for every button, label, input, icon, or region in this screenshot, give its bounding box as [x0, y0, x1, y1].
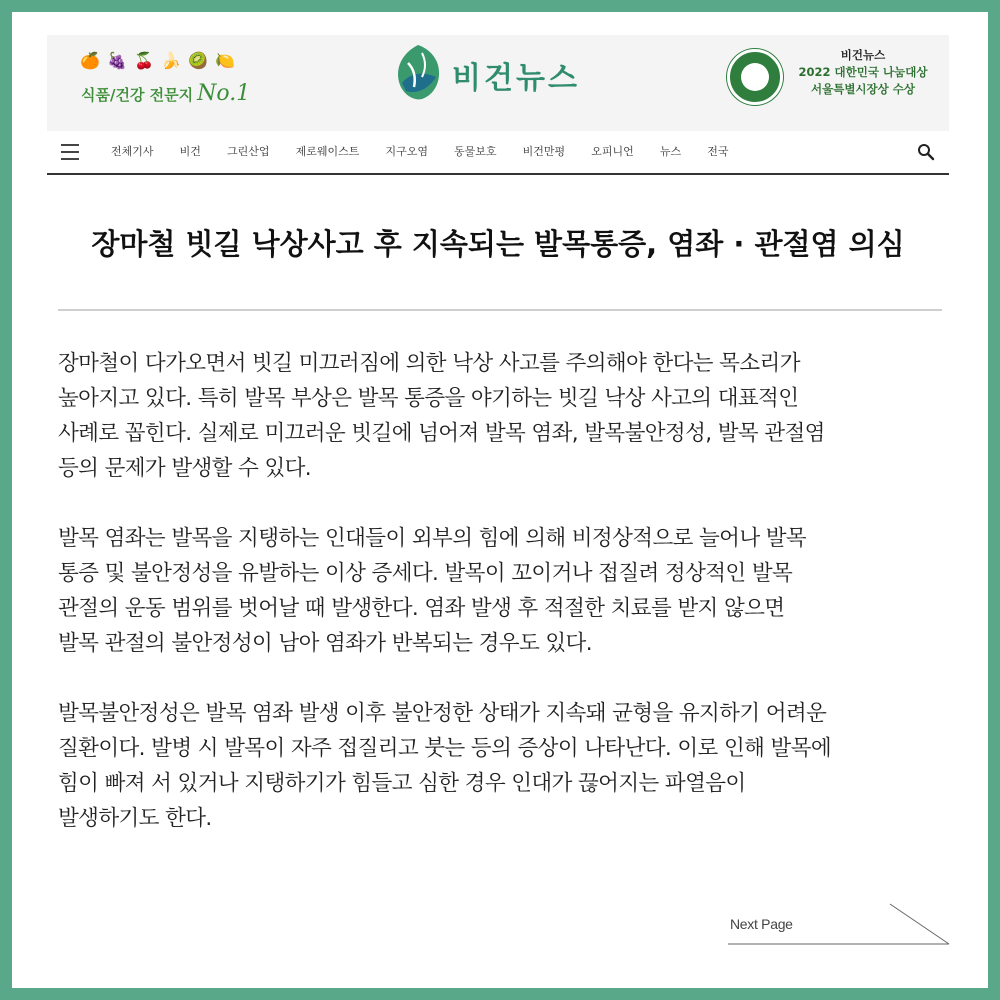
fruit-icons: [80, 51, 236, 70]
text-line: 힘이 빠져 서 있거나 지탱하기가 힘들고 심한 경우 인대가 끊어지는 파열음이: [58, 771, 746, 796]
promo-rank: No.1: [197, 81, 251, 106]
text-line: 발목 관절의 불안정성이 남아 염좌가 반복되는 경우도 있다.: [58, 631, 592, 656]
text-line: 높아지고 있다. 특히 발목 부상은 발목 통증을 야기하는 빗길 낙상 사고의 대표적인: [58, 386, 799, 411]
article-body: [58, 346, 958, 871]
text-line: 통증 및 불안정성을 유발하는 이상 증세다. 발목이 꼬이거나 접질려 정상적인 발목: [58, 561, 793, 586]
nav-item-vegan-cartoon[interactable]: 비건만평: [522, 145, 566, 158]
text-line: 등의 문제가 발생할 수 있다.: [58, 456, 312, 481]
award-line-1: 비건뉴스: [840, 48, 886, 62]
nav-item-news[interactable]: 뉴스: [659, 145, 682, 158]
promo-text: [81, 81, 250, 106]
text-line: 발목 염좌는 발목을 지탱하는 인대들이 외부의 힘에 의해 비정상적으로 늘어나 발목: [58, 526, 807, 551]
award-seal-icon: [727, 49, 783, 105]
nav-item-all-articles[interactable]: 전체기사: [111, 145, 154, 158]
site-name: 비건뉴스: [452, 61, 580, 96]
next-page-link[interactable]: [728, 902, 950, 946]
nav-item-national[interactable]: 전국: [707, 145, 729, 158]
search-icon[interactable]: [917, 143, 935, 161]
main-nav: [47, 131, 949, 175]
article-headline: 장마철 빗길 낙상사고 후 지속되는 발목통증, 염좌 · 관절염 의심: [91, 227, 905, 261]
nav-list: [111, 131, 750, 173]
text-line: 발목불안정성은 발목 염좌 발생 이후 불안정한 상태가 지속돼 균형을 유지하기 어려운: [58, 701, 827, 726]
next-page-label: Next Page: [730, 916, 793, 932]
cherry-icon: 🍒: [134, 51, 155, 70]
nav-item-opinion[interactable]: 오피니언: [591, 145, 634, 158]
text-line: 사례로 꼽힌다. 실제로 미끄러운 빗길에 넘어져 발목 염좌, 발목불안정성, 발목 관절염: [58, 421, 825, 446]
lemon-icon: 🍋: [215, 51, 236, 70]
award-line-3: 서울특별시장상 수상: [811, 82, 915, 96]
site-logo[interactable]: [392, 43, 612, 107]
nav-item-vegan[interactable]: 비건: [179, 145, 201, 158]
award-text: [783, 47, 943, 98]
hamburger-menu-icon[interactable]: [61, 144, 79, 160]
banana-icon: 🍌: [161, 51, 182, 70]
promo-label: 식품/건강 전문지: [81, 86, 194, 104]
kiwi-icon: 🥝: [188, 51, 209, 70]
nav-item-zero-waste[interactable]: 제로웨이스트: [295, 145, 360, 158]
nav-item-pollution[interactable]: 지구오염: [385, 145, 428, 158]
paragraph: [58, 696, 958, 836]
grape-icon: 🍇: [107, 51, 128, 70]
text-line: 질환이다. 발병 시 발목이 자주 접질리고 붓는 등의 증상이 나타난다. 이로 인해 발목에: [58, 736, 832, 761]
nav-item-green-industry[interactable]: 그린산업: [226, 145, 270, 158]
text-line: 장마철이 다가오면서 빗길 미끄러짐에 의한 낙상 사고를 주의해야 한다는 목소리가: [58, 351, 800, 376]
text-line: 발생하기도 한다.: [58, 806, 212, 831]
award-badge: [727, 45, 937, 115]
arrow-right-icon: [728, 902, 950, 946]
orange-icon: 🍊: [80, 51, 101, 70]
paragraph: [58, 346, 958, 486]
promo-banner[interactable]: [75, 49, 275, 109]
text-line: 관절의 운동 범위를 벗어날 때 발생한다. 염좌 발생 후 적절한 치료를 받지 않으면: [58, 596, 785, 621]
award-line-2: 2022 대한민국 나눔대상: [798, 65, 928, 79]
nav-item-animal-protection[interactable]: 동물보호: [454, 145, 497, 158]
divider: [58, 309, 942, 311]
leaf-logo-icon: [392, 43, 444, 103]
paragraph: [58, 521, 958, 661]
site-header: [47, 35, 949, 131]
